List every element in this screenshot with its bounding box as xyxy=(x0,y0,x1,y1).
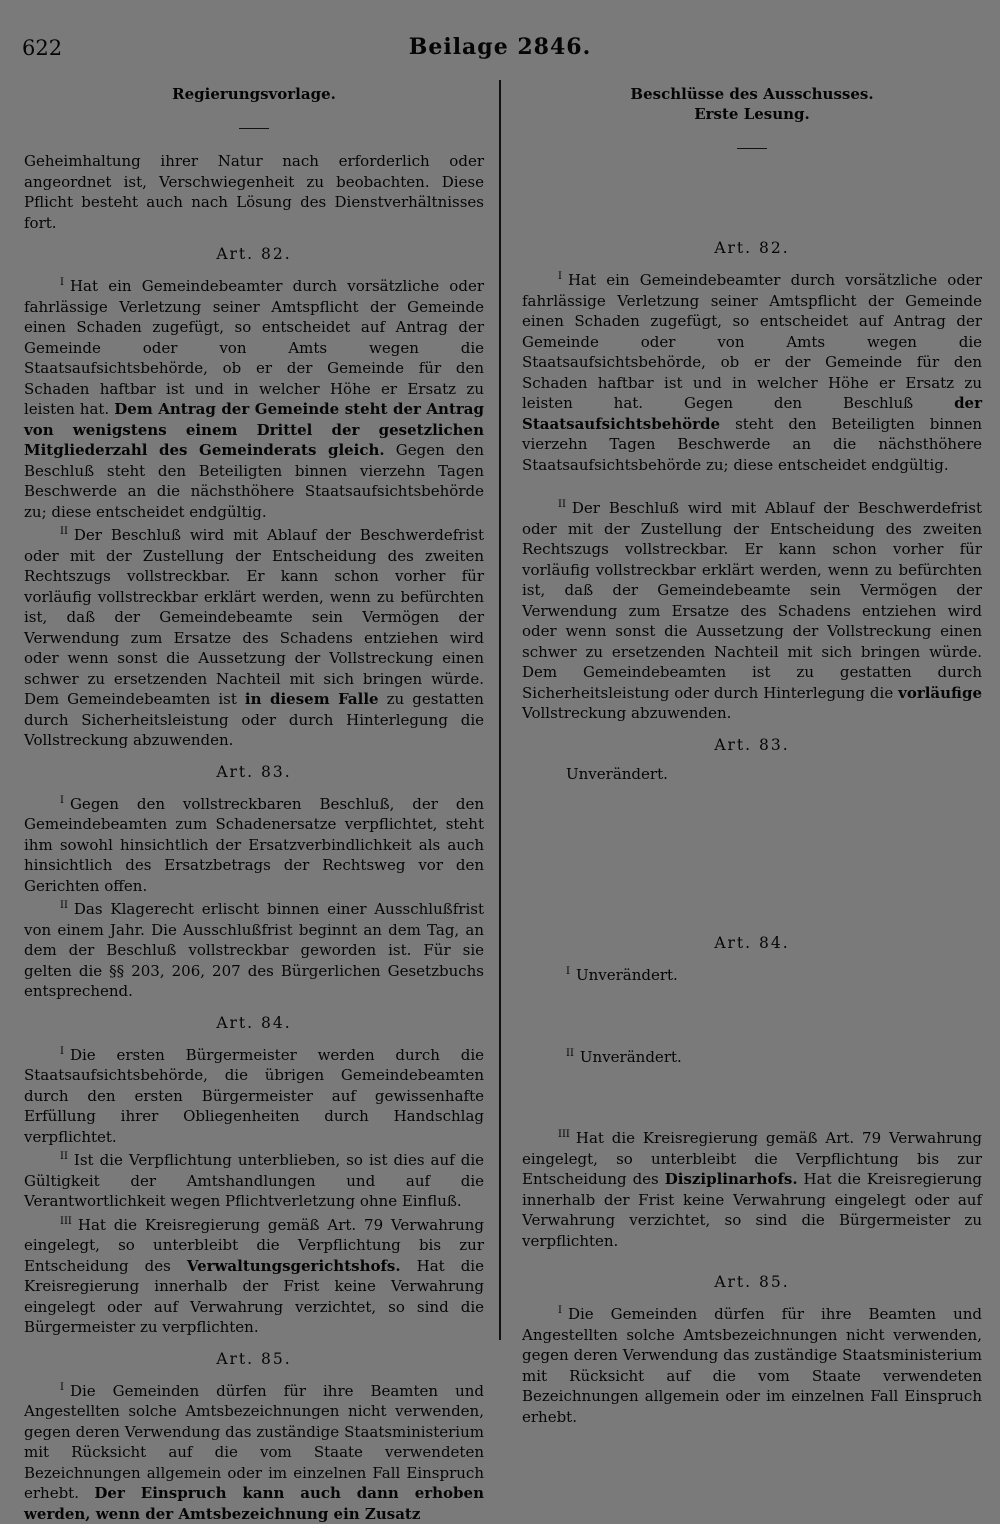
article-paragraph: Unverändert. xyxy=(566,764,982,785)
page-title: Beilage 2846. xyxy=(0,34,1000,60)
article-heading: Art. 83. xyxy=(522,736,982,754)
article-paragraph xyxy=(24,791,484,897)
paragraph-text: Gegen den vollstreckbaren Beschluß, der den Gemeindebeamten zum Schadenersatze verpflichtet, steht ihm sowohl hinsichtlich der Ersatzverbindlichkeit als auch hinsichtlich des Ersatzbetrags der Rechtsweg vor den Gerichten offen. xyxy=(24,795,484,895)
paragraph-number: III xyxy=(60,1216,72,1227)
heading-rule xyxy=(737,148,767,149)
right-column xyxy=(522,84,982,1427)
article-paragraph xyxy=(24,1147,484,1212)
paragraph-text: Der Beschluß wird mit Ablauf der Beschwerdefrist oder mit der Zustellung der Entscheidung des zweiten Rechtszugs vollstreckbar. Er kann schon vorher für vorläufig vollstreckbar erklärt werden, wenn zu befürchten ist, daß der Gemeindebeamte sein Vermögen der Verwendung zum Ersatze des Schadens entziehen wird oder wenn sonst die Aussetzung der Vollstreckung einen schwer zu ersetzenden Nachteil mit sich bringen würde. Dem Gemeindebeamten ist xyxy=(24,526,484,708)
bold-text: Disziplinarhofs. xyxy=(665,1170,798,1188)
column-divider xyxy=(499,80,501,1340)
paragraph-text: Die Gemeinden dürfen für ihre Beamten und Angestellten solche Amtsbezeichnungen nicht verwenden, gegen deren Verwendung das zuständige Staatsministerium mit Rücksicht auf die vom Staate verwendeten Bezeichnungen allgemein oder im einzelnen Fall Einspruch erhebt. xyxy=(24,1382,484,1503)
article-heading: Art. 84. xyxy=(24,1014,484,1032)
right-column-subheading: Erste Lesung. xyxy=(522,104,982,124)
paragraph-number: I xyxy=(60,1046,64,1057)
paragraph-number: I xyxy=(558,1305,562,1316)
left-column-heading: Regierungsvorlage. xyxy=(24,84,484,104)
paragraph-number: I xyxy=(60,277,64,288)
article-heading: Art. 82. xyxy=(24,245,484,263)
paragraph-text: Vollstreckung abzuwenden. xyxy=(522,704,731,722)
right-column-heading: Beschlüsse des Ausschusses. xyxy=(522,84,982,104)
paragraph-number: II xyxy=(558,499,566,510)
paragraph-number: I xyxy=(558,271,562,282)
paragraph-text: Die Gemeinden dürfen für ihre Beamten und Angestellten solche Amtsbezeichnungen nicht verwenden, gegen deren Verwendung das zuständige Staatsministerium mit Rücksicht auf die vom Staate verwendeten Bezeichnungen allgemein oder im einzelnen Fall Einspruch erhebt. xyxy=(522,1305,982,1426)
paragraph-text: Hat die Kreisregierung innerhalb der Frist keine Verwahrung eingelegt oder auf Verwahrung verzichtet, so sind die Bürgermeister zu verpflichten. xyxy=(522,1170,982,1250)
article-paragraph xyxy=(24,273,484,522)
article-paragraph xyxy=(24,1212,484,1338)
paragraph-text: Die ersten Bürgermeister werden durch die Staatsaufsichtsbehörde, die übrigen Gemeindebeamten durch den ersten Bürgermeister auf gewissenhafte Erfüllung ihrer Obliegenheiten durch Handschlag verpflichtet. xyxy=(24,1046,484,1146)
paragraph-text: Unverändert. xyxy=(576,966,678,984)
article-paragraph xyxy=(24,1378,484,1524)
article-paragraph xyxy=(24,1042,484,1148)
paragraph-text: Hat ein Gemeindebeamter durch vorsätzliche oder fahrlässige Verletzung seiner Amtspflicht der Gemeinde einen Schaden zugefügt, so entscheidet auf Antrag der Gemeinde oder von Amts wegen die Staatsaufsichtsbehörde, ob er der Gemeinde für den Schaden haftbar ist und in welcher Höhe er Ersatz zu leisten hat. xyxy=(24,277,484,418)
paragraph-text: Das Klagerecht erlischt binnen einer Ausschlußfrist von einem Jahr. Die Ausschlußfrist beginnt an dem Tag, an dem der Beschluß vollstreckbar geworden ist. Für sie gelten die §§ 203, 206, 207 des Bürgerlichen Gesetzbuchs entsprechend. xyxy=(24,900,484,1000)
intro-paragraph: Geheimhaltung ihrer Natur nach erforderlich oder angeordnet ist, Verschwiegenheit zu beobachten. Diese Pflicht besteht auch nach Lösung des Dienstverhältnisses fort. xyxy=(24,151,484,233)
bold-text: Verwaltungsgerichtshofs. xyxy=(187,1257,401,1275)
paragraph-text: Hat ein Gemeindebeamter durch vorsätzliche oder fahrlässige Verletzung seiner Amtspflicht der Gemeinde einen Schaden zugefügt, so entscheidet auf Antrag der Gemeinde oder von Amts wegen die Staatsaufsichtsbehörde, ob er der Gemeinde für den Schaden haftbar ist und in welcher Höhe er Ersatz zu leisten hat. Gegen den Beschluß xyxy=(522,271,982,412)
paragraph-number: I xyxy=(60,1382,64,1393)
bold-text: Der Einspruch kann auch dann erhoben werden, wenn der Amtsbezeichnung ein Zusatz xyxy=(24,1484,484,1523)
article-paragraph xyxy=(522,1301,982,1427)
article-paragraph xyxy=(566,1044,982,1068)
article-paragraph xyxy=(566,962,982,986)
article-heading: Art. 83. xyxy=(24,763,484,781)
bold-text: der Staatsaufsichtsbehörde xyxy=(522,394,982,433)
paragraph-text: Hat die Kreisregierung gemäß Art. 79 Verwahrung eingelegt, so unterbleibt die Verpflichtung bis zur Entscheidung des xyxy=(24,1216,484,1275)
paragraph-number: III xyxy=(558,1129,570,1140)
paragraph-number: II xyxy=(60,526,68,537)
paragraph-number: I xyxy=(566,966,570,977)
article-paragraph xyxy=(522,1125,982,1251)
heading-rule xyxy=(239,128,269,129)
paragraph-number: II xyxy=(566,1048,574,1059)
article-heading: Art. 85. xyxy=(24,1350,484,1368)
page-header xyxy=(0,0,1000,70)
article-heading: Art. 82. xyxy=(522,239,982,257)
paragraph-text: zu gestatten durch Sicherheitsleistung oder durch Hinterlegung die Vollstreckung abzuwenden. xyxy=(24,690,484,749)
paragraph-number: I xyxy=(60,795,64,806)
bold-text: Dem Antrag der Gemeinde steht der Antrag von wenigstens einem Drittel der gesetzlichen Mitgliederzahl des Gemeinderats gleich. xyxy=(24,400,484,459)
paragraph-text: Unverändert. xyxy=(580,1048,682,1066)
article-paragraph xyxy=(24,896,484,1002)
paragraph-text: Hat die Kreisregierung gemäß Art. 79 Verwahrung eingelegt, so unterbleibt die Verpflichtung bis zur Entscheidung des xyxy=(522,1129,982,1188)
article-paragraph xyxy=(522,495,982,724)
article-heading: Art. 84. xyxy=(522,934,982,952)
paragraph-number: II xyxy=(60,1151,68,1162)
paragraph-text: Hat die Kreisregierung innerhalb der Frist keine Verwahrung eingelegt oder auf Verwahrung verzichtet, so sind die Bürgermeister zu verpflichten. xyxy=(24,1257,484,1337)
paragraph-number: II xyxy=(60,900,68,911)
article-heading: Art. 85. xyxy=(522,1273,982,1291)
article-paragraph xyxy=(24,522,484,751)
paragraph-text: steht den Beteiligten binnen vierzehn Tagen Beschwerde an die nächsthöhere Staatsaufsichtsbehörde zu; diese entscheidet endgültig. xyxy=(522,415,982,474)
paragraph-text: Gegen den Beschluß steht den Beteiligten binnen vierzehn Tagen Beschwerde an die nächsthöhere Staatsaufsichtsbehörde zu; diese entscheidet endgültig. xyxy=(24,441,484,521)
article-paragraph xyxy=(522,267,982,475)
left-column xyxy=(24,84,484,1524)
page-number: 622 xyxy=(22,36,62,60)
paragraph-text: Der Beschluß wird mit Ablauf der Beschwerdefrist oder mit der Zustellung der Entscheidung des zweiten Rechtszugs vollstreckbar. Er kann schon vorher für vorläufig vollstreckbar erklärt werden, wenn zu befürchten ist, daß der Gemeindebeamte sein Vermögen der Verwendung zum Ersatze des Schadens entziehen wird oder wenn sonst die Aussetzung der Vollstreckung einen schwer zu ersetzenden Nachteil mit sich bringen würde. Dem Gemeindebeamten ist zu gestatten durch Sicherheitsleistung oder durch Hinterlegung die xyxy=(522,499,982,702)
bold-text: vorläufige xyxy=(898,684,982,702)
paragraph-text: Ist die Verpflichtung unterblieben, so ist dies auf die Gültigkeit der Amtshandlungen und auf die Verantwortlichkeit wegen Pflichtverletzung ohne Einfluß. xyxy=(24,1151,484,1210)
bold-text: in diesem Falle xyxy=(245,690,379,708)
